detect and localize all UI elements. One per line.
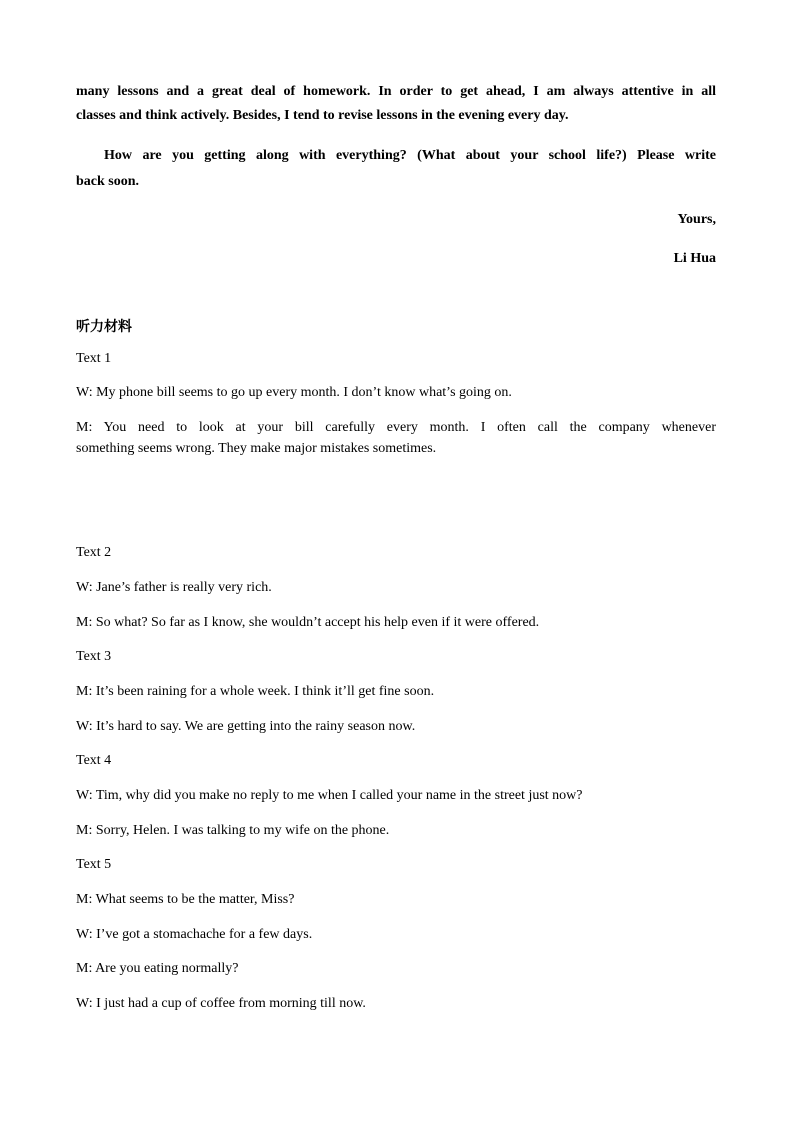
text1-title: Text 1: [76, 351, 112, 366]
letter-line-1: many lessons and a great deal of homework. In order to get ahead, I am always attentive in all: [76, 84, 716, 99]
letter-signature: Li Hua: [673, 251, 716, 266]
letter-para2-line-2: back soon.: [76, 174, 140, 189]
text3-line-2: W: It’s hard to say. We are getting into the rainy season now.: [76, 719, 416, 734]
text5-line-4: W: I just had a cup of coffee from morning till now.: [76, 996, 366, 1011]
text3-line-1: M: It’s been raining for a whole week. I think it’ll get fine soon.: [76, 684, 435, 699]
text1-line-3: something seems wrong. They make major mistakes sometimes.: [76, 441, 437, 456]
text1-line-1: W: My phone bill seems to go up every month. I don’t know what’s going on.: [76, 385, 512, 400]
text5-line-2: W: I’ve got a stomachache for a few days.: [76, 927, 313, 942]
text5-line-3: M: Are you eating normally?: [76, 961, 239, 976]
letter-line-2: classes and think actively. Besides, I tend to revise lessons in the evening every day.: [76, 108, 569, 123]
text5-line-1: M: What seems to be the matter, Miss?: [76, 892, 295, 907]
letter-closing: Yours,: [677, 212, 716, 227]
text2-line-2: M: So what? So far as I know, she wouldn’t accept his help even if it were offered.: [76, 615, 540, 630]
text4-title: Text 4: [76, 753, 112, 768]
text5-title: Text 5: [76, 857, 112, 872]
text4-line-1: W: Tim, why did you make no reply to me when I called your name in the street just now?: [76, 788, 583, 803]
listening-heading: 听力材料: [76, 319, 132, 335]
text2-line-1: W: Jane’s father is really very rich.: [76, 580, 272, 595]
letter-para2-line-1: How are you getting along with everything? (What about your school life?) Please write: [104, 148, 716, 163]
text4-line-2: M: Sorry, Helen. I was talking to my wife on the phone.: [76, 823, 390, 838]
text2-title: Text 2: [76, 545, 112, 560]
text3-title: Text 3: [76, 649, 112, 664]
text1-line-2: M: You need to look at your bill carefully every month. I often call the company whenever: [76, 420, 716, 435]
